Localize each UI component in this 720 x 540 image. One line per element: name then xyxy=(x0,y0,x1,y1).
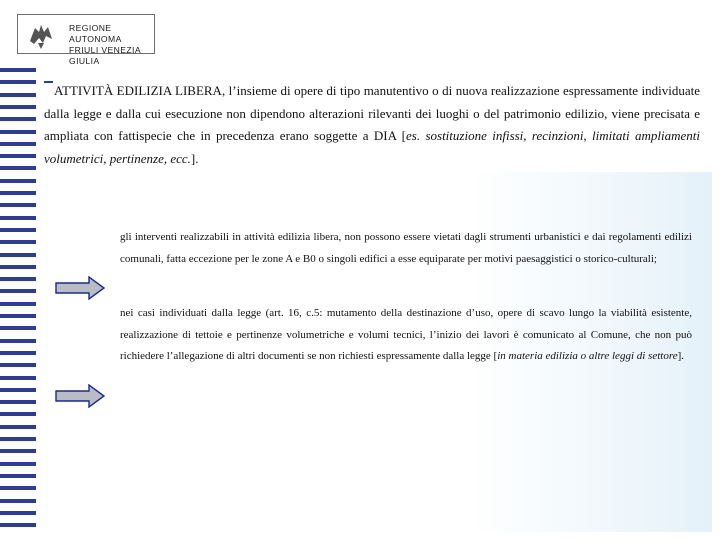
arrow-right-icon xyxy=(55,384,105,408)
stripe xyxy=(0,351,36,355)
stripe xyxy=(0,449,36,453)
stripe xyxy=(0,80,36,84)
stripe xyxy=(0,216,36,220)
stripe xyxy=(0,425,36,429)
stripe xyxy=(0,228,36,232)
stripe xyxy=(0,240,36,244)
arrow-right-icon xyxy=(55,276,105,300)
sub-item-1 xyxy=(120,227,692,270)
main-paragraph-close: ]. xyxy=(190,150,199,166)
main-paragraph-examples: es. sostituzione infissi, recinzioni, limitati ampliamenti volumetrici, pertinenze, ecc. xyxy=(44,128,700,166)
sub-item-2-close: ]. xyxy=(677,350,685,362)
stripe xyxy=(0,68,36,72)
stripe xyxy=(0,253,36,257)
stripe xyxy=(0,314,36,318)
stripe xyxy=(0,363,36,367)
stripe xyxy=(0,474,36,478)
stripe xyxy=(0,462,36,466)
logo-line-2: FRIULI VENEZIA GIULIA xyxy=(69,45,141,66)
stripe xyxy=(0,339,36,343)
stripe xyxy=(0,277,36,281)
stripe xyxy=(0,376,36,380)
sub-item-2-text: nei casi individuati dalla legge (art. 16, c.5: mutamento della destinazione d’uso, opere di scavo lungo la viabilità esistente, realizzazione di tettoie e pertinenze volumetriche e volumi tecnici, l’inizio dei lavori è comunicato al Comune, che non può richiedere l’allegazione di altri documenti se non richiesti espressamente dalla legge [ xyxy=(120,307,692,362)
stripe xyxy=(0,499,36,503)
stripe xyxy=(0,302,36,306)
stripe xyxy=(0,388,36,392)
stripe xyxy=(0,511,36,515)
logo-line-1: REGIONE AUTONOMA xyxy=(69,23,122,44)
sub-item-2 xyxy=(120,303,692,368)
stripe xyxy=(0,437,36,441)
stripe xyxy=(0,93,36,97)
stripe xyxy=(0,142,36,146)
sub-item-1-text: gli interventi realizzabili in attività edilizia libera, non possono essere vietati dagli strumenti urbanistici e dai regolamenti edilizi comunali, fatta eccezione per le zone A e B0 o singoli edifici a esse equiparate per motivi paesaggistici o storico-culturali; xyxy=(120,231,692,265)
stripe xyxy=(0,412,36,416)
stripe xyxy=(0,166,36,170)
logo-text xyxy=(69,23,154,67)
sub-item-2-italic: in materia edilizia o altre leggi di settore xyxy=(497,350,678,362)
stripe xyxy=(0,203,36,207)
stripe xyxy=(0,154,36,158)
region-logo xyxy=(17,14,155,66)
stripe xyxy=(0,105,36,109)
stripe xyxy=(0,130,36,134)
stripe xyxy=(0,523,36,527)
stripe xyxy=(0,191,36,195)
main-paragraph-text: ATTIVITÀ EDILIZIA LIBERA, l’insieme di opere di tipo manutentivo o di nuova realizzazione espressamente individuate dalla legge e dalla cui esecuzione non dipendono alterazioni rilevanti dei luoghi o del patrimonio edilizio, viene precisata e ampliata con fattispecie che in precedenza erano soggette a DIA [ xyxy=(44,83,700,143)
stripe xyxy=(0,179,36,183)
stripe xyxy=(0,117,36,121)
stripe xyxy=(0,265,36,269)
bullet-icon xyxy=(44,81,53,83)
main-paragraph xyxy=(44,80,700,170)
eagle-emblem-icon xyxy=(24,19,58,51)
stripe xyxy=(0,326,36,330)
stripe xyxy=(0,486,36,490)
stripe xyxy=(0,400,36,404)
decorative-stripes xyxy=(0,68,36,536)
stripe xyxy=(0,289,36,293)
